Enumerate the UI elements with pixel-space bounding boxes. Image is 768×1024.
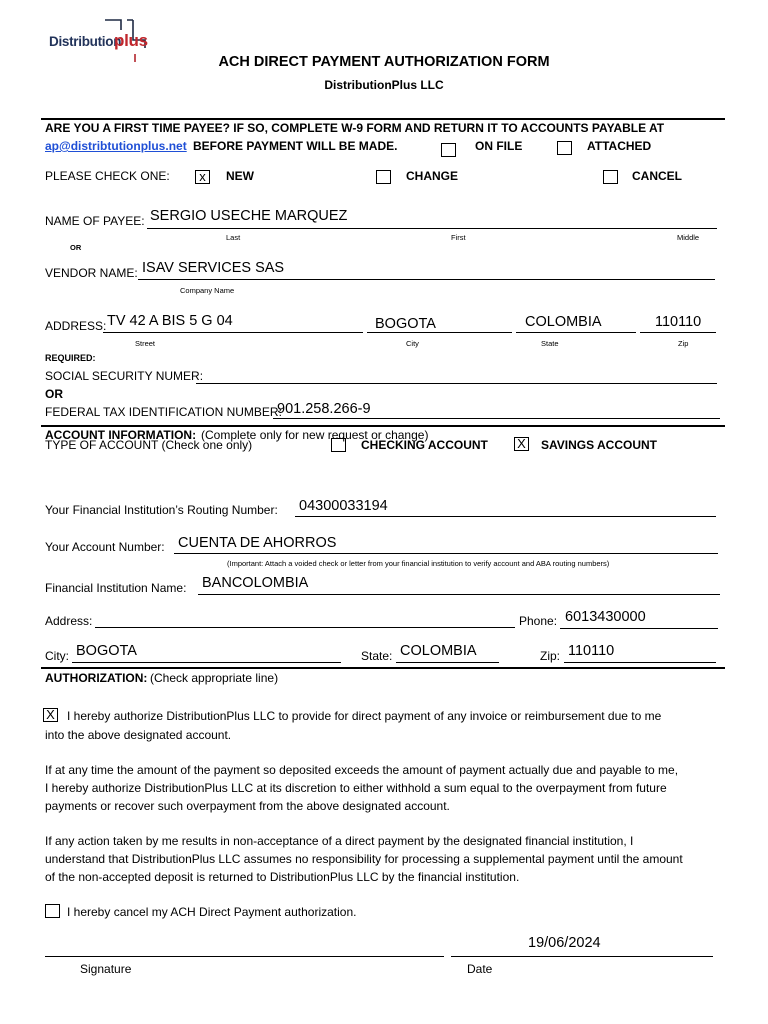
before-payment-text: BEFORE PAYMENT WILL BE MADE. (193, 139, 398, 153)
bank-address-label: Address: (45, 614, 93, 628)
on-file-label: ON FILE (475, 139, 523, 153)
account-number-underline (174, 553, 718, 554)
bank-address-underline[interactable] (95, 627, 515, 628)
vendor-sub-company: Company Name (180, 286, 235, 295)
section-divider-account (41, 425, 725, 427)
new-label: NEW (226, 169, 254, 183)
account-number-label: Your Account Number: (45, 540, 165, 554)
authorize-text-line1: I hereby authorize DistributionPlus LLC to provide for direct payment of any invoice or reimbursement due to me (67, 709, 662, 723)
address-street-underline (103, 332, 363, 333)
logo-word-distribution: Distribution (49, 34, 122, 49)
bank-state-underline (396, 662, 499, 663)
checking-account-checkbox[interactable] (331, 438, 346, 452)
overpayment-text-line2: I hereby authorize DistributionPlus LLC at its discretion to either withhold a sum equal to the overpayment from future (45, 781, 667, 795)
payee-or-text: OR (70, 243, 82, 252)
phone-underline (560, 628, 718, 629)
bank-zip-label: Zip: (540, 649, 561, 663)
new-checkbox[interactable]: x (195, 170, 210, 184)
address-sub-zip: Zip (678, 339, 689, 348)
fein-label: FEDERAL TAX IDENTIFICATION NUMBER: (45, 405, 282, 419)
vendor-name-label: VENDOR NAME: (45, 266, 138, 280)
change-label: CHANGE (406, 169, 459, 183)
payee-sub-middle: Middle (677, 233, 700, 242)
account-number-note: (Important: Attach a voided check or letter from your financial institution to verify account and ABA routing numbers) (227, 559, 610, 568)
routing-number-label: Your Financial Institution’s Routing Number: (45, 503, 278, 517)
authorize-checkbox[interactable]: X (43, 708, 58, 722)
payee-name-label: NAME OF PAYEE: (45, 214, 145, 228)
cancel-label: CANCEL (632, 169, 682, 183)
institution-name-underline (198, 594, 720, 595)
attached-label: ATTACHED (587, 139, 652, 153)
ssn-label: SOCIAL SECURITY NUMER: (45, 369, 204, 383)
nonacceptance-text-line3: of the non-accepted deposit is returned to DistributionPlus LLC by the financial institution. (45, 870, 520, 884)
authorize-text-line2: into the above designated account. (45, 728, 232, 742)
first-time-payee-question: ARE YOU A FIRST TIME PAYEE? IF SO, COMPLETE W-9 FORM AND RETURN IT TO ACCOUNTS PAYABLE AT (45, 121, 665, 135)
check-one-label: PLEASE CHECK ONE: (45, 169, 170, 183)
ssn-underline[interactable] (196, 383, 717, 384)
bank-state-field[interactable]: COLOMBIA (400, 643, 477, 659)
account-info-heading: ACCOUNT INFORMATION: (45, 428, 197, 442)
tax-or-text: OR (45, 387, 63, 401)
account-type-label: TYPE OF ACCOUNT (Check one only) (45, 438, 253, 452)
address-zip-field[interactable]: 110110 (655, 314, 702, 330)
overpayment-text-line1: If at any time the amount of the payment so deposited exceeds the amount of payment actually due and payable to me, (45, 763, 679, 777)
account-info-note: (Complete only for new request or change) (201, 428, 429, 442)
savings-account-label: SAVINGS ACCOUNT (541, 438, 658, 452)
bank-city-field[interactable]: BOGOTA (76, 643, 137, 659)
checking-account-label: CHECKING ACCOUNT (361, 438, 488, 452)
bank-zip-underline (564, 662, 716, 663)
address-city-underline (367, 332, 512, 333)
accounts-payable-email-link[interactable]: ap@distribtutionplus.net (45, 139, 187, 153)
payee-name-underline (147, 228, 717, 229)
fein-field[interactable]: 901.258.266-9 (277, 401, 371, 417)
date-label: Date (467, 962, 493, 976)
savings-account-checkbox[interactable]: X (514, 437, 529, 451)
date-field[interactable]: 19/06/2024 (528, 935, 601, 951)
bank-city-label: City: (45, 649, 69, 663)
phone-field[interactable]: 6013430000 (565, 609, 646, 625)
institution-name-label: Financial Institution Name: (45, 581, 187, 595)
address-state-underline (516, 332, 636, 333)
logo-word-plus: plus (114, 31, 148, 50)
overpayment-text-line3: payments or recover such overpayment from the above designated account. (45, 799, 450, 813)
payee-sub-first: First (451, 233, 466, 242)
address-street-field[interactable]: TV 42 A BIS 5 G 04 (107, 313, 233, 329)
bank-city-underline (72, 662, 341, 663)
address-sub-street: Street (135, 339, 156, 348)
bank-zip-field[interactable]: 110110 (568, 643, 615, 659)
authorization-note: (Check appropriate line) (150, 671, 279, 685)
address-city-field[interactable]: BOGOTA (375, 316, 436, 332)
on-file-checkbox[interactable] (441, 143, 456, 157)
nonacceptance-text-line1: If any action taken by me results in non-acceptance of a direct payment by the designated financial institution, I (45, 834, 634, 848)
signature-label: Signature (80, 962, 132, 976)
authorization-heading: AUTHORIZATION: (45, 671, 148, 685)
fein-underline (273, 418, 720, 419)
vendor-name-underline (138, 279, 715, 280)
address-sub-city: City (406, 339, 419, 348)
phone-label: Phone: (519, 614, 558, 628)
payee-sub-last: Last (226, 233, 241, 242)
form-title: ACH DIRECT PAYMENT AUTHORIZATION FORM (218, 54, 550, 70)
section-divider-authorization (41, 667, 725, 669)
bank-state-label: State: (361, 649, 393, 663)
vendor-name-field[interactable]: ISAV SERVICES SAS (142, 260, 285, 276)
address-zip-underline (640, 332, 716, 333)
account-number-field[interactable]: CUENTA DE AHORROS (178, 535, 337, 551)
payee-name-field[interactable]: SERGIO USECHE MARQUEZ (150, 208, 348, 224)
form-subtitle: DistributionPlus LLC (324, 78, 444, 92)
cancel-authorization-checkbox[interactable] (45, 904, 60, 918)
cancel-authorization-text: I hereby cancel my ACH Direct Payment authorization. (67, 905, 357, 919)
address-sub-state: State (541, 339, 559, 348)
date-line (451, 956, 713, 957)
attached-checkbox[interactable] (557, 141, 572, 155)
cancel-checkbox[interactable] (603, 170, 618, 184)
routing-number-underline (295, 516, 716, 517)
routing-number-field[interactable]: 04300033194 (299, 498, 388, 514)
address-state-field[interactable]: COLOMBIA (525, 314, 602, 330)
section-divider-top (41, 118, 725, 120)
nonacceptance-text-line2: understand that DistributionPlus LLC assumes no responsibility for processing a supplemental payment until the amount (45, 852, 683, 866)
institution-name-field[interactable]: BANCOLOMBIA (202, 575, 309, 591)
signature-line[interactable] (45, 956, 444, 957)
change-checkbox[interactable] (376, 170, 391, 184)
required-label: REQUIRED: (45, 353, 96, 363)
address-label: ADDRESS: (45, 319, 107, 333)
